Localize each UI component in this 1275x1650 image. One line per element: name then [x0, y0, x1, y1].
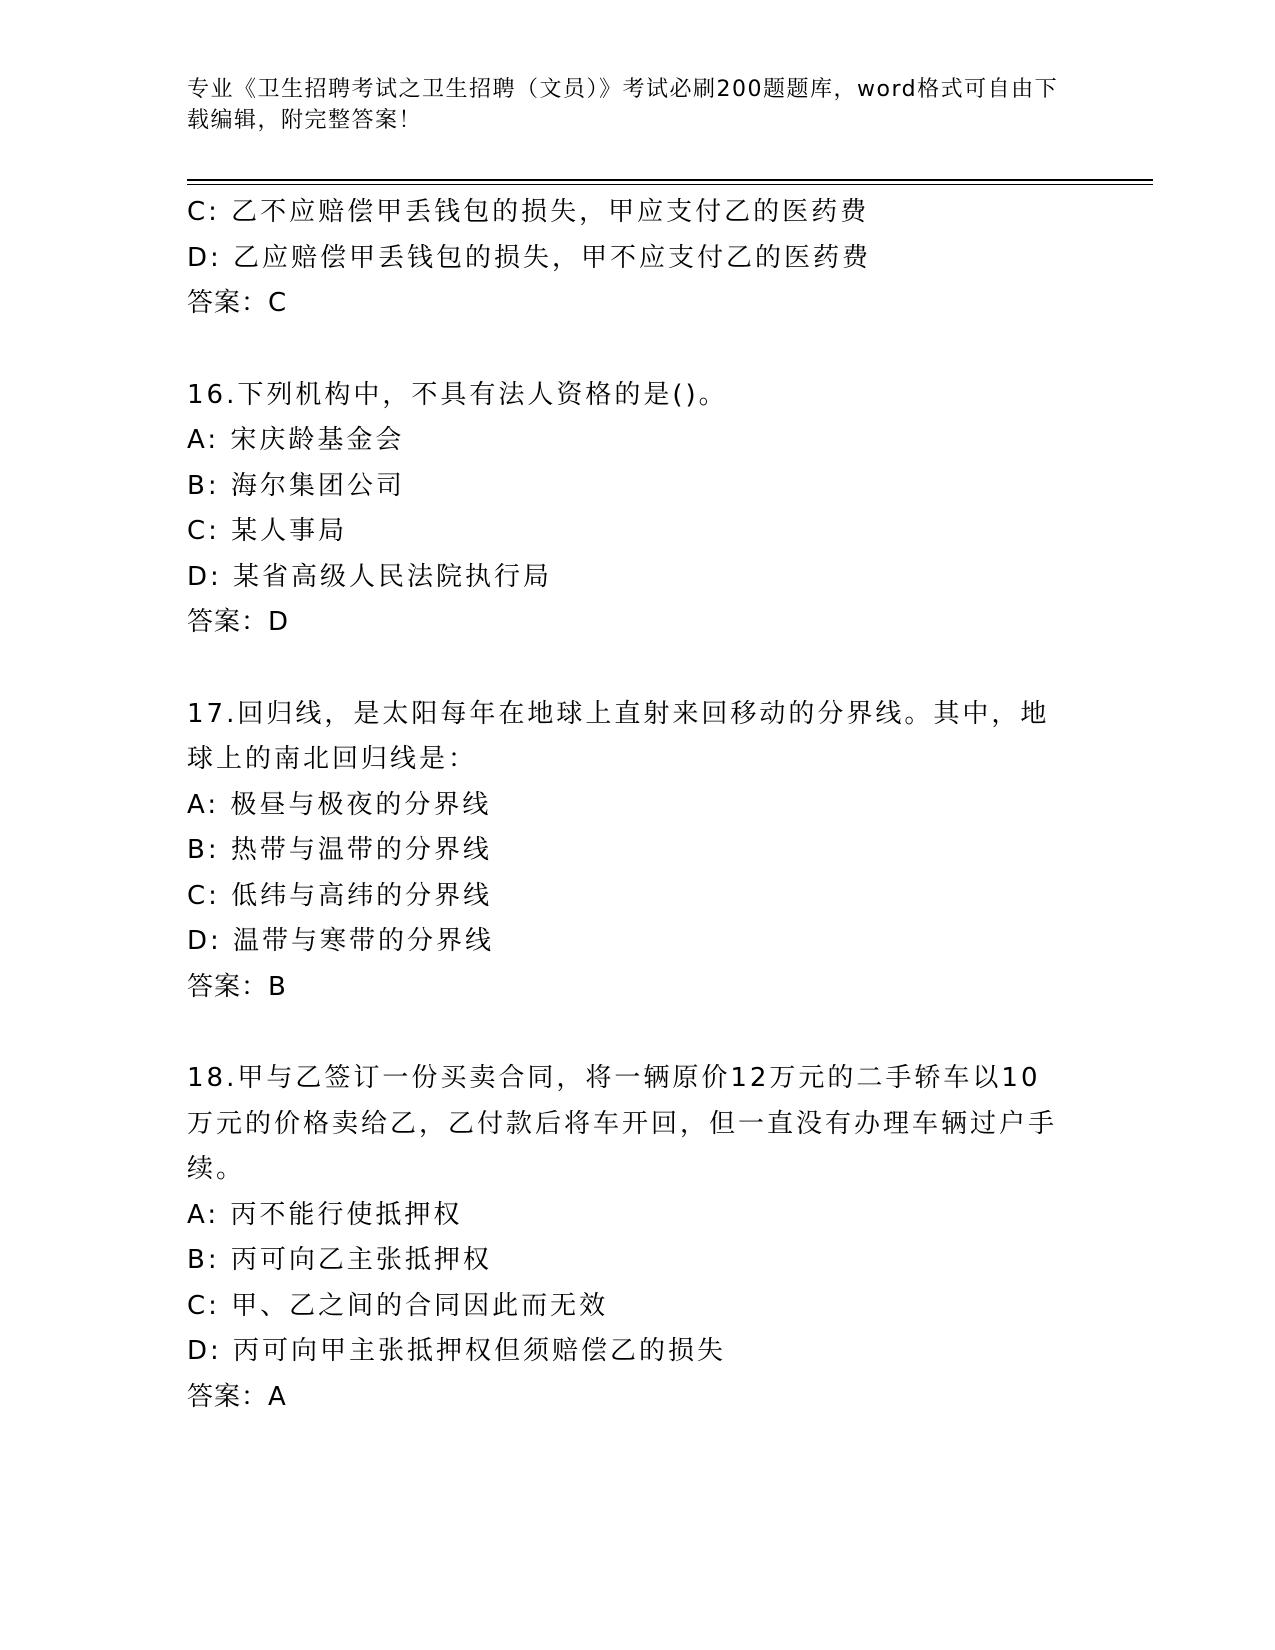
spacer [187, 646, 1087, 692]
spacer [187, 327, 1087, 373]
option-d: D: 某省高级人民法院执行局 [187, 561, 553, 592]
option-c: C: 某人事局 [187, 516, 348, 546]
option-d: D: 丙可向甲主张抵押权但须赔偿乙的损失 [187, 1336, 727, 1366]
question-body [187, 190, 1087, 1420]
question-stem: 18.甲与乙签订一份买卖合同，将一辆原价12万元的二手轿车以10万元的价格卖给乙，乙付款后将车开回，但一直没有办理车辆过户手续。 [187, 1063, 1058, 1184]
option-c: C: 甲、乙之间的合同因此而无效 [187, 1290, 609, 1321]
answer-line: 答案：B [187, 971, 287, 1002]
question-16 [187, 373, 1087, 646]
answer-line: 答案：A [187, 1381, 287, 1412]
option-c: C: 低纬与高纬的分界线 [187, 880, 493, 911]
answer-line: 答案：D [187, 607, 290, 637]
header-divider-thin [187, 184, 1153, 185]
option-d: D: 乙应赔偿甲丢钱包的损失，甲不应支付乙的医药费 [187, 242, 872, 273]
question-18 [187, 1056, 1087, 1420]
question-17 [187, 692, 1087, 1011]
option-c: C: 乙不应赔偿甲丢钱包的损失，甲应支付乙的医药费 [187, 197, 870, 227]
option-a: A: 丙不能行使抵押权 [187, 1199, 463, 1230]
option-b: B: 海尔集团公司 [187, 470, 405, 501]
header-divider-thick [187, 179, 1153, 181]
question-15-continued [187, 190, 1087, 327]
option-b: B: 热带与温带的分界线 [187, 835, 492, 865]
answer-line: 答案：C [187, 288, 288, 318]
option-a: A: 极昼与极夜的分界线 [187, 789, 492, 820]
question-stem: 17.回归线，是太阳每年在地球上直射来回移动的分界线。其中，地球上的南北回归线是： [187, 698, 1050, 774]
option-d: D: 温带与寒带的分界线 [187, 926, 495, 956]
question-stem: 16.下列机构中，不具有法人资格的是()。 [187, 379, 728, 410]
spacer [187, 1010, 1087, 1056]
option-b: B: 丙可向乙主张抵押权 [187, 1245, 492, 1275]
document-header: 专业《卫生招聘考试之卫生招聘（文员）》考试必刷200题题库，word格式可自由下载编辑，附完整答案！ [187, 77, 1059, 133]
option-a: A: 宋庆龄基金会 [187, 425, 405, 455]
